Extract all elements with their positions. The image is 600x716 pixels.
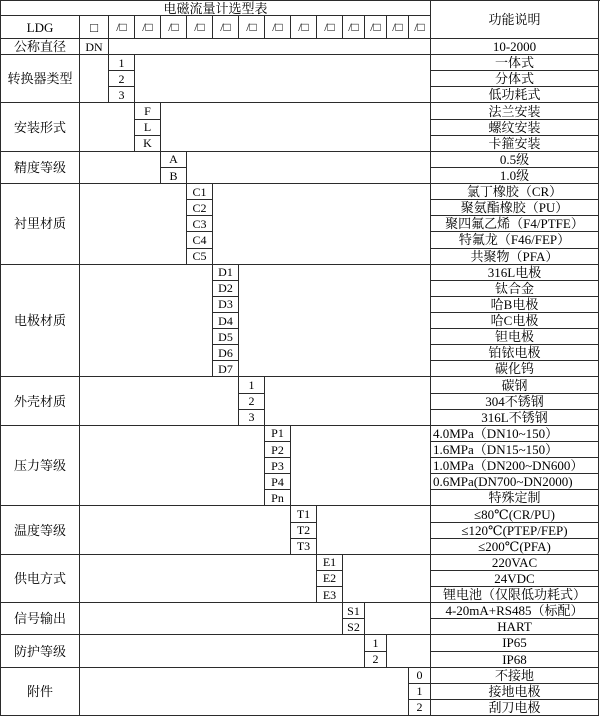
group-left-spacer — [80, 265, 213, 378]
desc-cell: 1.6MPa（DN15~150） — [431, 442, 599, 458]
desc-cell: 法兰安装 — [431, 103, 599, 119]
desc-cell: 螺纹安装 — [431, 120, 599, 136]
group-label: 信号输出 — [1, 603, 80, 635]
diameter-label: 公称直径 — [1, 39, 80, 55]
group-label: 供电方式 — [1, 555, 80, 603]
desc-cell: 不接地 — [431, 668, 599, 684]
group-left-spacer — [80, 603, 343, 635]
model-slash-box: /□ — [109, 16, 135, 39]
group-label: 衬里材质 — [1, 184, 80, 265]
code-cell: D6 — [213, 345, 239, 361]
model-slash-box: /□ — [317, 16, 343, 39]
group-right-spacer — [343, 555, 431, 603]
desc-cell: IP65 — [431, 635, 599, 651]
code-cell: F — [135, 103, 161, 119]
desc-cell: 碳钢 — [431, 377, 599, 393]
desc-cell: 220VAC — [431, 555, 599, 571]
group-label: 精度等级 — [1, 152, 80, 184]
desc-cell: 聚四氟乙烯（F4/PTFE） — [431, 216, 599, 232]
code-cell: T3 — [291, 539, 317, 555]
code-cell: D2 — [213, 281, 239, 297]
code-cell: C4 — [187, 232, 213, 248]
model-slash-box: /□ — [135, 16, 161, 39]
code-cell: D7 — [213, 361, 239, 377]
desc-cell: 铂铱电极 — [431, 345, 599, 361]
code-cell: C1 — [187, 184, 213, 200]
code-cell: T1 — [291, 506, 317, 522]
model-prefix-label: LDG — [1, 16, 80, 39]
desc-cell: 聚氨酯橡胶（PU） — [431, 200, 599, 216]
group-label: 压力等级 — [1, 426, 80, 507]
model-slash-box: /□ — [187, 16, 213, 39]
code-cell: 1 — [109, 55, 135, 71]
desc-cell: 锂电池（仅限低功耗式） — [431, 587, 599, 603]
desc-cell: 钛合金 — [431, 281, 599, 297]
diameter-desc: 10-2000 — [431, 39, 599, 55]
function-column-header: 功能说明 — [431, 1, 599, 39]
desc-cell: 氯丁橡胶（CR） — [431, 184, 599, 200]
code-cell: 0 — [409, 668, 431, 684]
code-cell: A — [161, 152, 187, 168]
code-cell: K — [135, 136, 161, 152]
group-left-spacer — [80, 377, 239, 425]
code-cell: S1 — [343, 603, 365, 619]
code-cell: 3 — [109, 87, 135, 103]
model-slash-box: /□ — [239, 16, 265, 39]
model-slash-box: /□ — [409, 16, 431, 39]
code-cell: 3 — [239, 410, 265, 426]
code-cell: 2 — [239, 394, 265, 410]
model-slash-box: /□ — [265, 16, 291, 39]
group-left-spacer — [80, 426, 265, 507]
group-label: 附件 — [1, 668, 80, 716]
code-cell: D5 — [213, 329, 239, 345]
table-title: 电磁流量计选型表 — [1, 1, 431, 16]
code-cell: C3 — [187, 216, 213, 232]
desc-cell: 碳化钨 — [431, 361, 599, 377]
desc-cell: 哈C电极 — [431, 313, 599, 329]
code-cell: E3 — [317, 587, 343, 603]
code-cell: C5 — [187, 249, 213, 265]
desc-cell: 304不锈钢 — [431, 394, 599, 410]
code-cell: E1 — [317, 555, 343, 571]
group-right-spacer — [135, 55, 431, 103]
model-slash-box: /□ — [387, 16, 409, 39]
group-right-spacer — [387, 635, 431, 667]
desc-cell: 卡箍安装 — [431, 136, 599, 152]
group-right-spacer — [265, 377, 431, 425]
code-cell: B — [161, 168, 187, 184]
code-cell: 1 — [365, 635, 387, 651]
group-label: 温度等级 — [1, 506, 80, 554]
model-slash-box: /□ — [213, 16, 239, 39]
group-left-spacer — [80, 152, 161, 184]
desc-cell: 1.0级 — [431, 168, 599, 184]
checkbox-glyph: □ — [80, 16, 109, 39]
desc-cell: 1.0MPa（DN200~DN600） — [431, 458, 599, 474]
desc-cell: 刮刀电极 — [431, 700, 599, 716]
desc-cell: IP68 — [431, 652, 599, 668]
group-right-spacer — [317, 506, 431, 554]
desc-cell: 0.6MPa(DN700~DN2000) — [431, 474, 599, 490]
group-label: 电极材质 — [1, 265, 80, 378]
desc-cell: 0.5级 — [431, 152, 599, 168]
group-label: 转换器类型 — [1, 55, 80, 103]
group-label: 外壳材质 — [1, 377, 80, 425]
group-right-spacer — [291, 426, 431, 507]
code-cell: P2 — [265, 442, 291, 458]
group-label: 防护等级 — [1, 635, 80, 667]
model-slash-box: /□ — [291, 16, 317, 39]
model-slash-box: /□ — [161, 16, 187, 39]
desc-cell: 4-20mA+RS485（标配） — [431, 603, 599, 619]
desc-cell: ≤120℃(PTEP/FEP) — [431, 523, 599, 539]
code-cell: D3 — [213, 297, 239, 313]
code-cell: P1 — [265, 426, 291, 442]
code-cell: 1 — [239, 377, 265, 393]
group-left-spacer — [80, 55, 109, 103]
group-right-spacer — [213, 184, 431, 265]
diameter-code: DN — [80, 39, 109, 55]
group-label: 安装形式 — [1, 103, 80, 151]
group-right-spacer — [239, 265, 431, 378]
group-right-spacer — [161, 103, 431, 151]
code-cell: P3 — [265, 458, 291, 474]
group-left-spacer — [80, 184, 187, 265]
desc-cell: 316L电极 — [431, 265, 599, 281]
group-left-spacer — [80, 506, 291, 554]
code-cell: Pn — [265, 490, 291, 506]
desc-cell: 特殊定制 — [431, 490, 599, 506]
desc-cell: 共聚物（PFA） — [431, 249, 599, 265]
code-cell: D1 — [213, 265, 239, 281]
desc-cell: 接地电极 — [431, 684, 599, 700]
desc-cell: 分体式 — [431, 71, 599, 87]
desc-cell: 特氟龙（F46/FEP） — [431, 232, 599, 248]
code-cell: 2 — [109, 71, 135, 87]
diameter-spacer — [109, 39, 431, 55]
group-right-spacer — [365, 603, 431, 635]
desc-cell: HART — [431, 619, 599, 635]
code-cell: T2 — [291, 523, 317, 539]
code-cell: E2 — [317, 571, 343, 587]
model-slash-box: /□ — [343, 16, 365, 39]
group-left-spacer — [80, 103, 135, 151]
desc-cell: 低功耗式 — [431, 87, 599, 103]
code-cell: D4 — [213, 313, 239, 329]
group-left-spacer — [80, 668, 409, 716]
group-left-spacer — [80, 555, 317, 603]
desc-cell: 哈B电极 — [431, 297, 599, 313]
code-cell: 2 — [365, 652, 387, 668]
code-cell: P4 — [265, 474, 291, 490]
code-cell: 2 — [409, 700, 431, 716]
code-cell: 1 — [409, 684, 431, 700]
desc-cell: 一体式 — [431, 55, 599, 71]
desc-cell: 24VDC — [431, 571, 599, 587]
desc-cell: 4.0MPa（DN10~150） — [431, 426, 599, 442]
desc-cell: ≤200℃(PFA) — [431, 539, 599, 555]
group-left-spacer — [80, 635, 365, 667]
group-right-spacer — [187, 152, 431, 184]
desc-cell: ≤80℃(CR/PU) — [431, 506, 599, 522]
desc-cell: 钽电极 — [431, 329, 599, 345]
code-cell: C2 — [187, 200, 213, 216]
code-cell: L — [135, 120, 161, 136]
model-slash-box: /□ — [365, 16, 387, 39]
code-cell: S2 — [343, 619, 365, 635]
desc-cell: 316L不锈钢 — [431, 410, 599, 426]
